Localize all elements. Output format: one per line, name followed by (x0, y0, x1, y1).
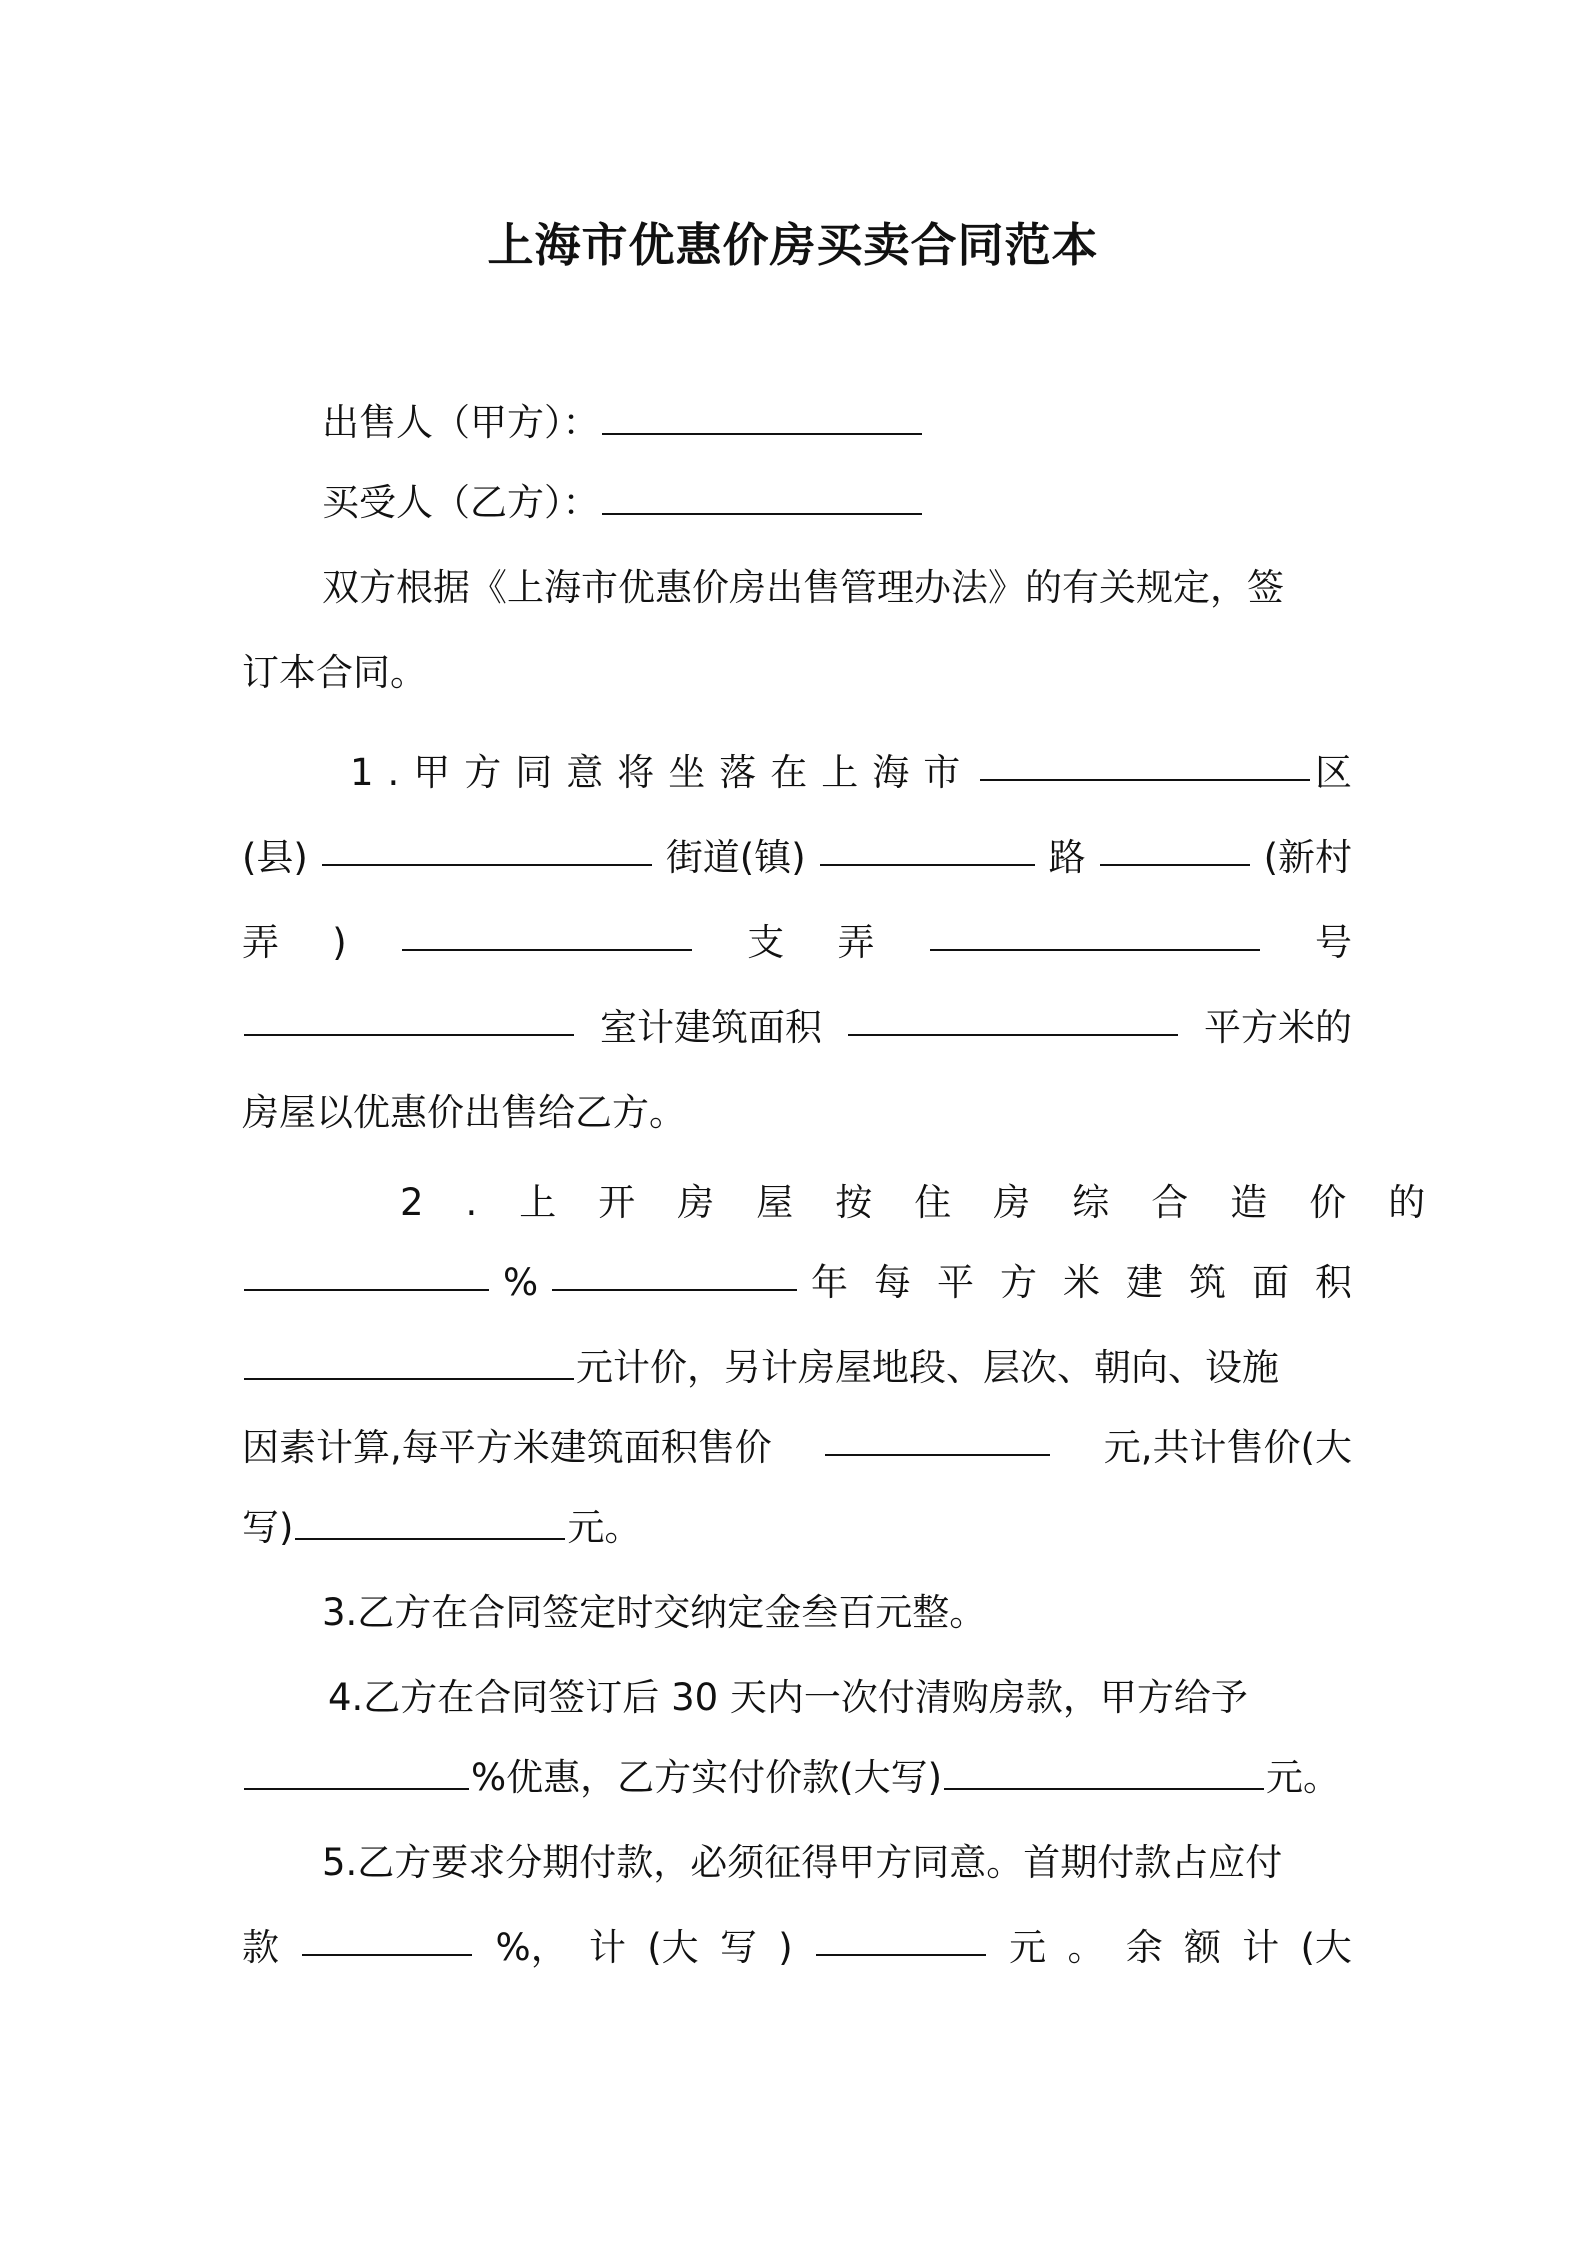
clause1-street-blank[interactable] (820, 830, 1035, 866)
clause1-lane: 弄 (242, 921, 279, 964)
seller-line (242, 395, 1432, 451)
clause2-total-blank[interactable] (295, 1504, 565, 1540)
clause5-period: 。 (1067, 1926, 1105, 1969)
clause5-e: 额 (1183, 1926, 1221, 1969)
clause1-area-blank[interactable] (848, 1000, 1178, 1036)
clause2-line-2 (242, 1255, 1378, 1311)
clause2-year-text: 年每平方米建筑面积 (810, 1261, 1378, 1304)
clause4-yuan: 元。 (1266, 1756, 1341, 1799)
clause2-percent-blank[interactable] (244, 1255, 489, 1291)
clause2-written: 写) (242, 1506, 294, 1549)
clause5-line-2 (242, 1920, 1352, 1976)
clause5-yu: 余 (1125, 1926, 1163, 1969)
clause4-discount-text: %优惠，乙方实付价款(大写) (471, 1756, 943, 1799)
intro-line-2: 订本合同。 (242, 651, 427, 694)
clause5-percent: %， (495, 1926, 568, 1969)
clause2-unit-price-text: 因素计算,每平方米建筑面积售价 (242, 1426, 772, 1469)
clause2-line-4 (242, 1420, 1352, 1476)
clause5-kuan: 款 (242, 1926, 279, 1969)
clause4-discount-blank[interactable] (244, 1754, 469, 1790)
clause4-line-1: 4.乙方在合同签订后 30 天内一次付清购房款，甲方给予 (328, 1676, 1248, 1719)
buyer-blank[interactable] (602, 479, 922, 515)
clause1-road-blank[interactable] (1100, 830, 1250, 866)
clause1-line-3 (242, 915, 1352, 971)
intro-line-1: 双方根据《上海市优惠价房出售管理办法》的有关规定，签 (322, 566, 1284, 609)
clause2-total-text: 元,共计售价(大 (1103, 1426, 1352, 1469)
clause2-price-text: 元计价，另计房屋地段、层次、朝向、设施 (576, 1346, 1279, 1389)
clause1-city-blank[interactable] (980, 745, 1310, 781)
clause3-line: 3.乙方在合同签定时交纳定金叁百元整。 (322, 1591, 987, 1634)
clause2-price-blank[interactable] (244, 1344, 574, 1380)
clause1-county-blank[interactable] (322, 830, 652, 866)
clause2-line-3 (242, 1340, 1352, 1396)
clause5-xie: 写 (719, 1926, 757, 1969)
clause1-branch-lane: 弄 (837, 921, 875, 964)
clause1-number: 号 (1314, 921, 1352, 964)
clause2-unit-price-blank[interactable] (825, 1420, 1050, 1456)
seller-label: 出售人（甲方）： (322, 401, 600, 444)
clause1-branch: 支 (747, 921, 785, 964)
buyer-label: 买受人（乙方）： (322, 481, 600, 524)
clause1-line-5: 房屋以优惠价出售给乙方。 (242, 1091, 686, 1134)
clause2-line-5 (242, 1500, 1352, 1556)
clause1-village: (新村 (1263, 836, 1352, 879)
clause1-number-blank[interactable] (930, 915, 1260, 951)
clause1-line-1 (350, 745, 1352, 801)
clause1-room-blank[interactable] (244, 1000, 574, 1036)
clause1-paren: ) (332, 921, 347, 964)
clause5-da2: (大 (1300, 1926, 1352, 1969)
clause1-line-2 (242, 830, 1352, 886)
clause5-percent-blank[interactable] (302, 1920, 472, 1956)
clause2-line-1 (400, 1175, 1468, 1231)
clause1-road: 路 (1048, 836, 1086, 879)
clause1-text-1: 1.甲方同意将坐落在上海市 (350, 751, 975, 794)
document-title: 上海市优惠价房买卖合同范本 (487, 218, 1099, 272)
clause4-paid-blank[interactable] (944, 1754, 1264, 1790)
clause1-line-4 (242, 1000, 1352, 1056)
clause1-street: 街道(镇) (665, 836, 806, 879)
clause5-paren: ) (778, 1926, 793, 1969)
clause5-ji: 计 (588, 1926, 626, 1969)
clause2-text-1: 2.上开房屋按住房综合造价的 (400, 1181, 1468, 1224)
clause5-yuan: 元 (1009, 1926, 1047, 1969)
clause2-year-blank[interactable] (552, 1255, 797, 1291)
clause5-ji2: 计 (1242, 1926, 1280, 1969)
clause5-da: (大 (647, 1926, 699, 1969)
clause1-lane-blank[interactable] (402, 915, 692, 951)
buyer-line (242, 475, 1432, 531)
clause5-amount-blank[interactable] (816, 1920, 986, 1956)
clause2-yuan: 元。 (567, 1506, 642, 1549)
seller-blank[interactable] (602, 399, 922, 435)
clause1-sqm: 平方米的 (1204, 1006, 1352, 1049)
clause2-percent: % (502, 1261, 539, 1304)
clause1-text-2: 区 (1315, 751, 1352, 794)
clause1-room-area: 室计建筑面积 (600, 1006, 822, 1049)
clause5-line-1: 5.乙方要求分期付款，必须征得甲方同意。首期付款占应付 (322, 1841, 1283, 1884)
clause1-county: (县) (242, 836, 308, 879)
clause4-line-2 (242, 1750, 1372, 1806)
